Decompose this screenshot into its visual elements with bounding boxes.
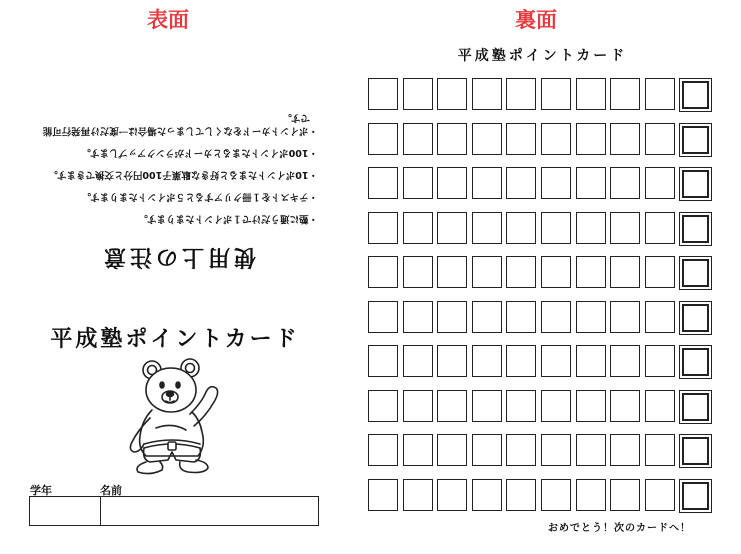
stamp-box-inner-frame <box>682 170 709 198</box>
usage-rules-section <box>28 84 328 274</box>
stamp-box[interactable] <box>506 301 536 333</box>
stamp-box-bonus[interactable] <box>679 301 712 335</box>
grade-label: 学年 <box>30 484 52 497</box>
stamp-box-bonus[interactable] <box>679 123 712 157</box>
stamp-box[interactable] <box>645 167 675 199</box>
stamp-box[interactable] <box>541 390 571 422</box>
stamp-box[interactable] <box>541 212 571 244</box>
stamp-box-inner-frame <box>682 437 709 465</box>
stamp-box[interactable] <box>506 167 536 199</box>
stamp-box-bonus[interactable] <box>679 390 712 424</box>
stamp-box[interactable] <box>610 167 640 199</box>
stamp-box-inner-frame <box>682 393 709 421</box>
stamp-row <box>368 123 718 157</box>
stamp-box[interactable] <box>368 345 398 377</box>
stamp-box[interactable] <box>472 301 502 333</box>
stamp-box[interactable] <box>437 256 467 288</box>
stamp-box[interactable] <box>506 479 536 511</box>
usage-rules-heading: 使用上の注意 <box>100 244 257 269</box>
stamp-box[interactable] <box>472 212 502 244</box>
stamp-box[interactable] <box>403 390 433 422</box>
stamp-box[interactable] <box>368 78 398 110</box>
stamp-box[interactable] <box>610 390 640 422</box>
name-label: 名前 <box>100 484 122 497</box>
stamp-box[interactable] <box>645 123 675 155</box>
stamp-box[interactable] <box>403 256 433 288</box>
stamp-row <box>368 301 718 335</box>
stamp-box[interactable] <box>368 167 398 199</box>
stamp-box[interactable] <box>576 390 606 422</box>
stamp-box-bonus[interactable] <box>679 167 712 201</box>
stamp-box[interactable] <box>437 345 467 377</box>
stamp-box[interactable] <box>472 78 502 110</box>
stamp-box[interactable] <box>645 434 675 466</box>
stamp-box[interactable] <box>610 434 640 466</box>
stamp-box[interactable] <box>541 301 571 333</box>
stamp-box[interactable] <box>437 434 467 466</box>
stamp-box[interactable] <box>472 345 502 377</box>
stamp-box-inner-frame <box>682 259 709 287</box>
stamp-box-inner-frame <box>682 348 709 376</box>
stamp-box[interactable] <box>437 390 467 422</box>
stamp-box[interactable] <box>368 434 398 466</box>
stamp-box[interactable] <box>472 390 502 422</box>
stamp-row <box>368 390 718 424</box>
stamp-box[interactable] <box>506 256 536 288</box>
bear-mascot-illustration <box>120 356 230 482</box>
stamp-box[interactable] <box>576 256 606 288</box>
stamp-box-inner-frame <box>682 81 709 109</box>
stamp-box[interactable] <box>645 479 675 511</box>
stamp-box[interactable] <box>368 301 398 333</box>
stamp-box[interactable] <box>506 434 536 466</box>
stamp-box[interactable] <box>576 212 606 244</box>
stamp-box[interactable] <box>472 479 502 511</box>
stamp-box[interactable] <box>437 212 467 244</box>
stamp-box[interactable] <box>403 434 433 466</box>
stamp-row <box>368 78 718 112</box>
stamp-box[interactable] <box>576 123 606 155</box>
stamp-box-bonus[interactable] <box>679 345 712 379</box>
stamp-box[interactable] <box>610 301 640 333</box>
stamp-row <box>368 434 718 468</box>
stamp-box[interactable] <box>403 345 433 377</box>
rule-item: ・塾に通うだけで１ポイントたまります。 <box>138 213 318 224</box>
rule-item: ・テキストを１冊クリアすると５ポイントたまります。 <box>81 191 318 202</box>
stamp-box[interactable] <box>403 301 433 333</box>
stamp-box[interactable] <box>645 390 675 422</box>
stamp-box[interactable] <box>541 123 571 155</box>
stamp-box[interactable] <box>645 256 675 288</box>
stamp-box[interactable] <box>472 256 502 288</box>
stamp-box[interactable] <box>437 78 467 110</box>
stamp-box[interactable] <box>645 301 675 333</box>
stamp-box-inner-frame <box>682 304 709 332</box>
next-card-message: おめでとう！次のカードへ！ <box>548 523 691 534</box>
stamp-box[interactable] <box>541 479 571 511</box>
rule-item: ・ポイントカードをなくしてしまった場合は一度だけ再発行可能 <box>42 125 318 136</box>
stamp-box[interactable] <box>437 167 467 199</box>
stamp-box[interactable] <box>472 167 502 199</box>
stamp-box[interactable] <box>610 256 640 288</box>
stamp-box[interactable] <box>403 78 433 110</box>
stamp-box[interactable] <box>437 479 467 511</box>
stamp-box[interactable] <box>610 123 640 155</box>
stamp-box[interactable] <box>437 301 467 333</box>
stamp-box[interactable] <box>506 212 536 244</box>
stamp-box-bonus[interactable] <box>679 434 712 468</box>
stamp-box[interactable] <box>472 434 502 466</box>
stamp-box[interactable] <box>541 256 571 288</box>
name-field[interactable] <box>101 497 318 525</box>
stamp-box-inner-frame <box>682 482 709 510</box>
stamp-box[interactable] <box>576 479 606 511</box>
stamp-box[interactable] <box>368 256 398 288</box>
stamp-row <box>368 256 718 290</box>
rule-item: ・100ポイントたまるとカードがランクアップします。 <box>81 147 318 158</box>
stamp-grid <box>368 78 718 523</box>
stamp-row <box>368 479 718 513</box>
stamp-box[interactable] <box>368 390 398 422</box>
stamp-box[interactable] <box>610 345 640 377</box>
stamp-box[interactable] <box>472 123 502 155</box>
stamp-box[interactable] <box>645 345 675 377</box>
stamp-box[interactable] <box>576 434 606 466</box>
stamp-box-inner-frame <box>682 126 709 154</box>
usage-rules-list <box>28 111 328 225</box>
stamp-box-inner-frame <box>682 215 709 243</box>
stamp-box[interactable] <box>403 167 433 199</box>
stamp-box[interactable] <box>576 301 606 333</box>
stamp-box[interactable] <box>403 212 433 244</box>
stamp-box[interactable] <box>610 212 640 244</box>
stamp-row <box>368 212 718 246</box>
stamp-box[interactable] <box>368 479 398 511</box>
back-card-title: 平成塾ポイントカード <box>457 48 628 64</box>
stamp-row <box>368 167 718 201</box>
stamp-box[interactable] <box>610 78 640 110</box>
stamp-box[interactable] <box>576 167 606 199</box>
stamp-box-bonus[interactable] <box>679 78 712 112</box>
grade-name-box <box>29 496 319 526</box>
stamp-box[interactable] <box>506 123 536 155</box>
back-side-title: 裏面 <box>515 8 557 32</box>
stamp-box[interactable] <box>541 167 571 199</box>
stamp-row <box>368 345 718 379</box>
stamp-box[interactable] <box>576 78 606 110</box>
stamp-box[interactable] <box>645 212 675 244</box>
stamp-box[interactable] <box>541 434 571 466</box>
stamp-box[interactable] <box>541 78 571 110</box>
front-card-title: 平成塾ポイントカード <box>50 327 300 352</box>
stamp-box[interactable] <box>437 123 467 155</box>
stamp-box[interactable] <box>368 212 398 244</box>
stamp-box[interactable] <box>506 390 536 422</box>
rule-item-continuation: です。 <box>282 112 310 123</box>
stamp-box[interactable] <box>541 345 571 377</box>
stamp-box[interactable] <box>506 345 536 377</box>
stamp-box-bonus[interactable] <box>679 212 712 246</box>
stamp-box-bonus[interactable] <box>679 256 712 290</box>
grade-field[interactable] <box>30 497 101 525</box>
front-side-title: 表面 <box>147 8 189 32</box>
stamp-box[interactable] <box>576 345 606 377</box>
stamp-box[interactable] <box>368 123 398 155</box>
stamp-box[interactable] <box>506 78 536 110</box>
stamp-box[interactable] <box>645 78 675 110</box>
stamp-box-bonus[interactable] <box>679 479 712 513</box>
rule-item: ・10ポイントたまると好きな駄菓子100円分と交換できます。 <box>48 169 318 180</box>
stamp-box[interactable] <box>403 123 433 155</box>
stamp-box[interactable] <box>610 479 640 511</box>
stamp-box[interactable] <box>403 479 433 511</box>
